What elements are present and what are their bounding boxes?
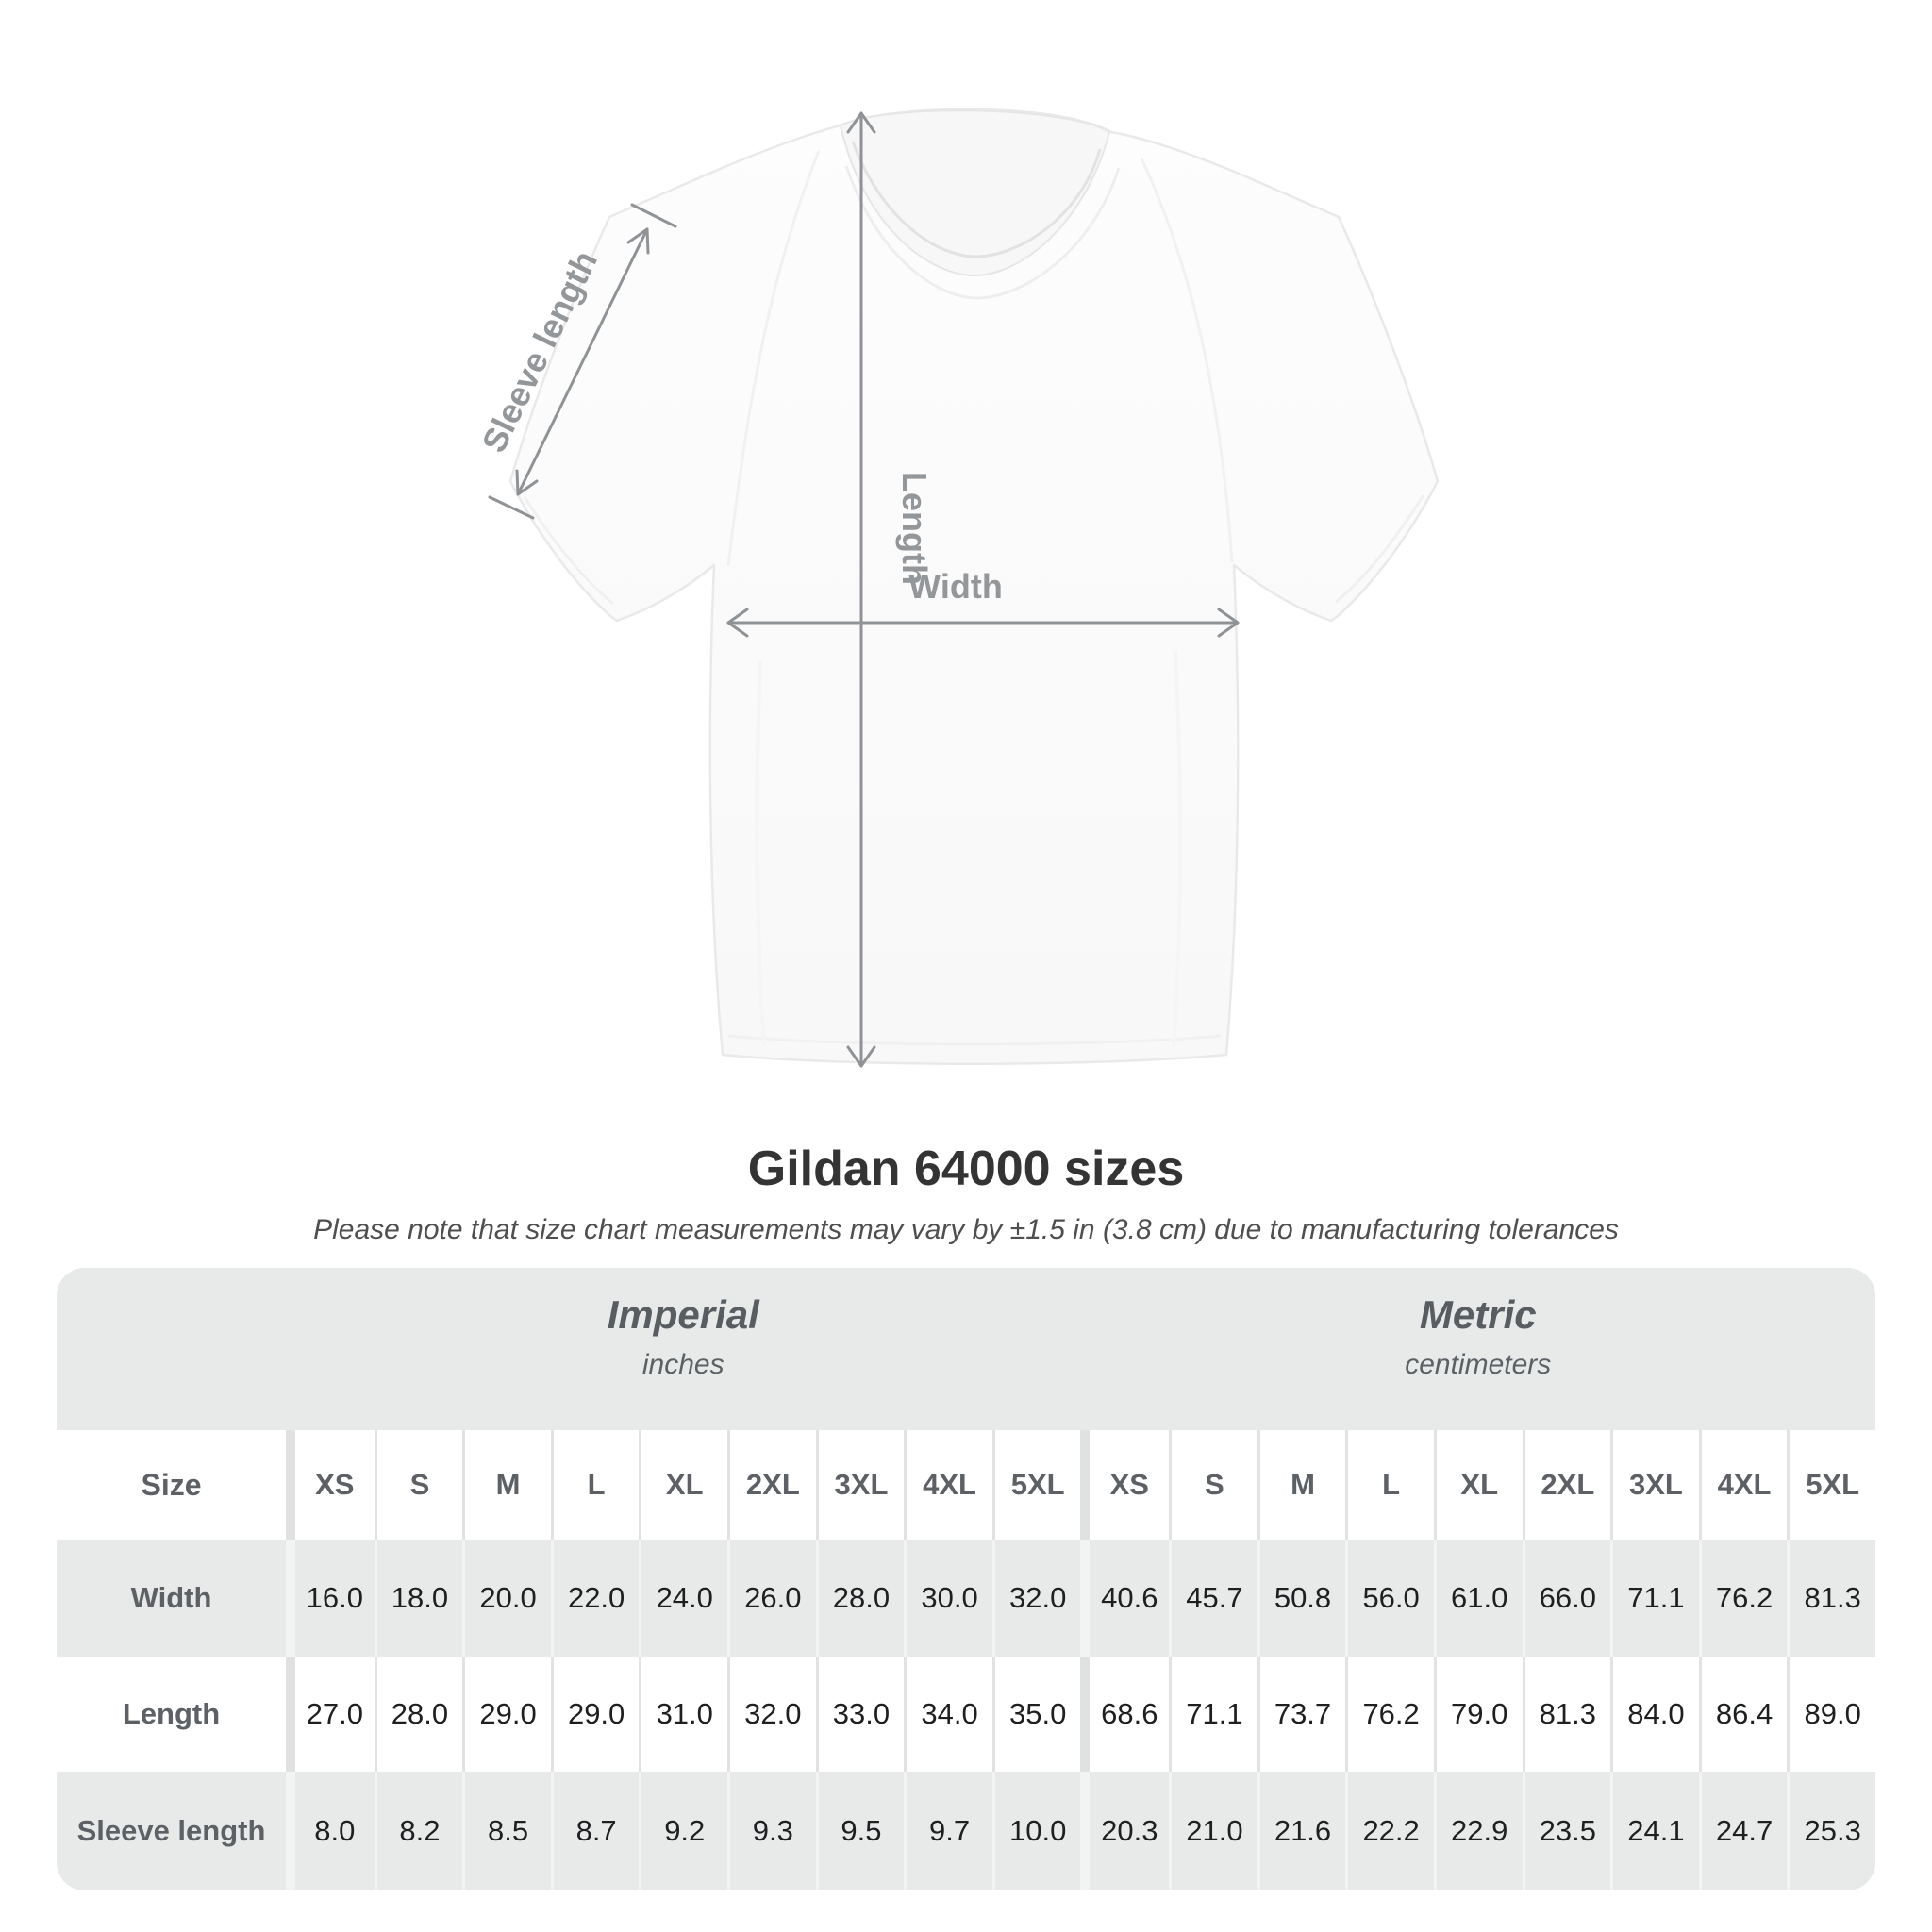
length-measure-label: Length — [895, 472, 934, 585]
metric-group-header — [1080, 1268, 1875, 1430]
size-column-header: 5XL — [1787, 1430, 1875, 1540]
measurement-value: 8.5 — [462, 1772, 551, 1890]
measurement-value: 8.7 — [551, 1772, 640, 1890]
measurement-value: 50.8 — [1257, 1540, 1346, 1657]
imperial-group-unit: inches — [641, 1349, 724, 1380]
measurement-value: 79.0 — [1434, 1657, 1523, 1772]
size-column-header: M — [1257, 1430, 1346, 1540]
measurement-value: 24.7 — [1699, 1772, 1788, 1890]
size-column-header: L — [551, 1430, 640, 1540]
measurement-value: 20.0 — [462, 1540, 551, 1657]
measurement-value: 26.0 — [727, 1540, 816, 1657]
measurement-value: 30.0 — [904, 1540, 992, 1657]
measurement-value: 9.5 — [816, 1772, 905, 1890]
size-column-header: XL — [639, 1430, 727, 1540]
measurement-value: 89.0 — [1787, 1657, 1875, 1772]
measurement-value: 9.3 — [727, 1772, 816, 1890]
measurement-value: 21.0 — [1169, 1772, 1257, 1890]
measurement-value: 28.0 — [375, 1657, 463, 1772]
size-column-header: 5XL — [992, 1430, 1081, 1540]
measurement-value: 76.2 — [1699, 1540, 1788, 1657]
measurement-value: 61.0 — [1434, 1540, 1523, 1657]
measurement-row-label: Length — [57, 1657, 286, 1772]
measurement-value: 40.6 — [1080, 1540, 1169, 1657]
size-header-row — [57, 1430, 1875, 1540]
measurement-value: 71.1 — [1610, 1540, 1699, 1657]
metric-group-unit: centimeters — [1405, 1349, 1552, 1380]
size-column-header: L — [1345, 1430, 1434, 1540]
measurement-value: 66.0 — [1523, 1540, 1611, 1657]
size-column-header: 2XL — [1523, 1430, 1611, 1540]
size-column-header: S — [375, 1430, 463, 1540]
size-column-header: 4XL — [904, 1430, 992, 1540]
measurement-value: 81.3 — [1523, 1657, 1611, 1772]
measurement-row — [57, 1657, 1875, 1772]
measurement-value: 86.4 — [1699, 1657, 1788, 1772]
measurement-value: 68.6 — [1080, 1657, 1169, 1772]
imperial-group-header — [286, 1268, 1080, 1430]
size-column-header: XS — [1080, 1430, 1169, 1540]
measurement-value: 45.7 — [1169, 1540, 1257, 1657]
width-measure-label: Width — [908, 567, 1003, 606]
measurement-value: 32.0 — [992, 1540, 1081, 1657]
measurement-value: 22.9 — [1434, 1772, 1523, 1890]
measurement-row — [57, 1540, 1875, 1657]
measurement-value: 32.0 — [727, 1657, 816, 1772]
measurement-value: 23.5 — [1523, 1772, 1611, 1890]
measurement-value: 84.0 — [1610, 1657, 1699, 1772]
imperial-group-title: Imperial — [607, 1292, 759, 1337]
measurement-value: 56.0 — [1345, 1540, 1434, 1657]
measurement-value: 22.2 — [1345, 1772, 1434, 1890]
measurement-value: 9.7 — [904, 1772, 992, 1890]
measurement-value: 18.0 — [375, 1540, 463, 1657]
metric-group-title: Metric — [1419, 1292, 1537, 1337]
measurement-value: 81.3 — [1787, 1540, 1875, 1657]
page-title: Gildan 64000 sizes — [747, 1141, 1185, 1196]
measurement-value: 24.1 — [1610, 1772, 1699, 1890]
measurement-row-label: Width — [57, 1540, 286, 1657]
measurement-value: 20.3 — [1080, 1772, 1169, 1890]
measurement-value: 22.0 — [551, 1540, 640, 1657]
measurement-value: 9.2 — [639, 1772, 727, 1890]
unit-group-header-row — [57, 1268, 1875, 1430]
size-column-header: 3XL — [1610, 1430, 1699, 1540]
size-column-header: 4XL — [1699, 1430, 1788, 1540]
size-corner-label: Size — [57, 1430, 286, 1540]
measurement-value: 73.7 — [1257, 1657, 1346, 1772]
measurement-row — [57, 1772, 1875, 1890]
measurement-value: 8.2 — [375, 1772, 463, 1890]
group-header-spacer — [57, 1268, 286, 1430]
measurement-value: 33.0 — [816, 1657, 905, 1772]
size-column-header: M — [462, 1430, 551, 1540]
sleeve-length-measure-label: Sleeve length — [474, 244, 606, 458]
measurement-value: 24.0 — [639, 1540, 727, 1657]
size-column-header: 2XL — [727, 1430, 816, 1540]
measurement-value: 71.1 — [1169, 1657, 1257, 1772]
size-column-header: XS — [286, 1430, 375, 1540]
measurement-value: 28.0 — [816, 1540, 905, 1657]
measurement-row-label: Sleeve length — [57, 1772, 286, 1890]
measurement-value: 31.0 — [639, 1657, 727, 1772]
measurement-value: 29.0 — [551, 1657, 640, 1772]
measurement-value: 25.3 — [1787, 1772, 1875, 1890]
measurement-value: 29.0 — [462, 1657, 551, 1772]
measurement-value: 35.0 — [992, 1657, 1081, 1772]
size-column-header: 3XL — [816, 1430, 905, 1540]
size-column-header: XL — [1434, 1430, 1523, 1540]
measurement-value: 10.0 — [992, 1772, 1081, 1890]
measurement-value: 34.0 — [904, 1657, 992, 1772]
measurement-value: 27.0 — [286, 1657, 375, 1772]
size-column-header: S — [1169, 1430, 1257, 1540]
measurement-value: 8.0 — [286, 1772, 375, 1890]
measurement-value: 16.0 — [286, 1540, 375, 1657]
tolerance-note: Please note that size chart measurements may vary by ±1.5 in (3.8 cm) due to manufacturing tolerances — [313, 1214, 1619, 1245]
size-table — [57, 1268, 1875, 1890]
measurement-value: 76.2 — [1345, 1657, 1434, 1772]
measurement-value: 21.6 — [1257, 1772, 1346, 1890]
